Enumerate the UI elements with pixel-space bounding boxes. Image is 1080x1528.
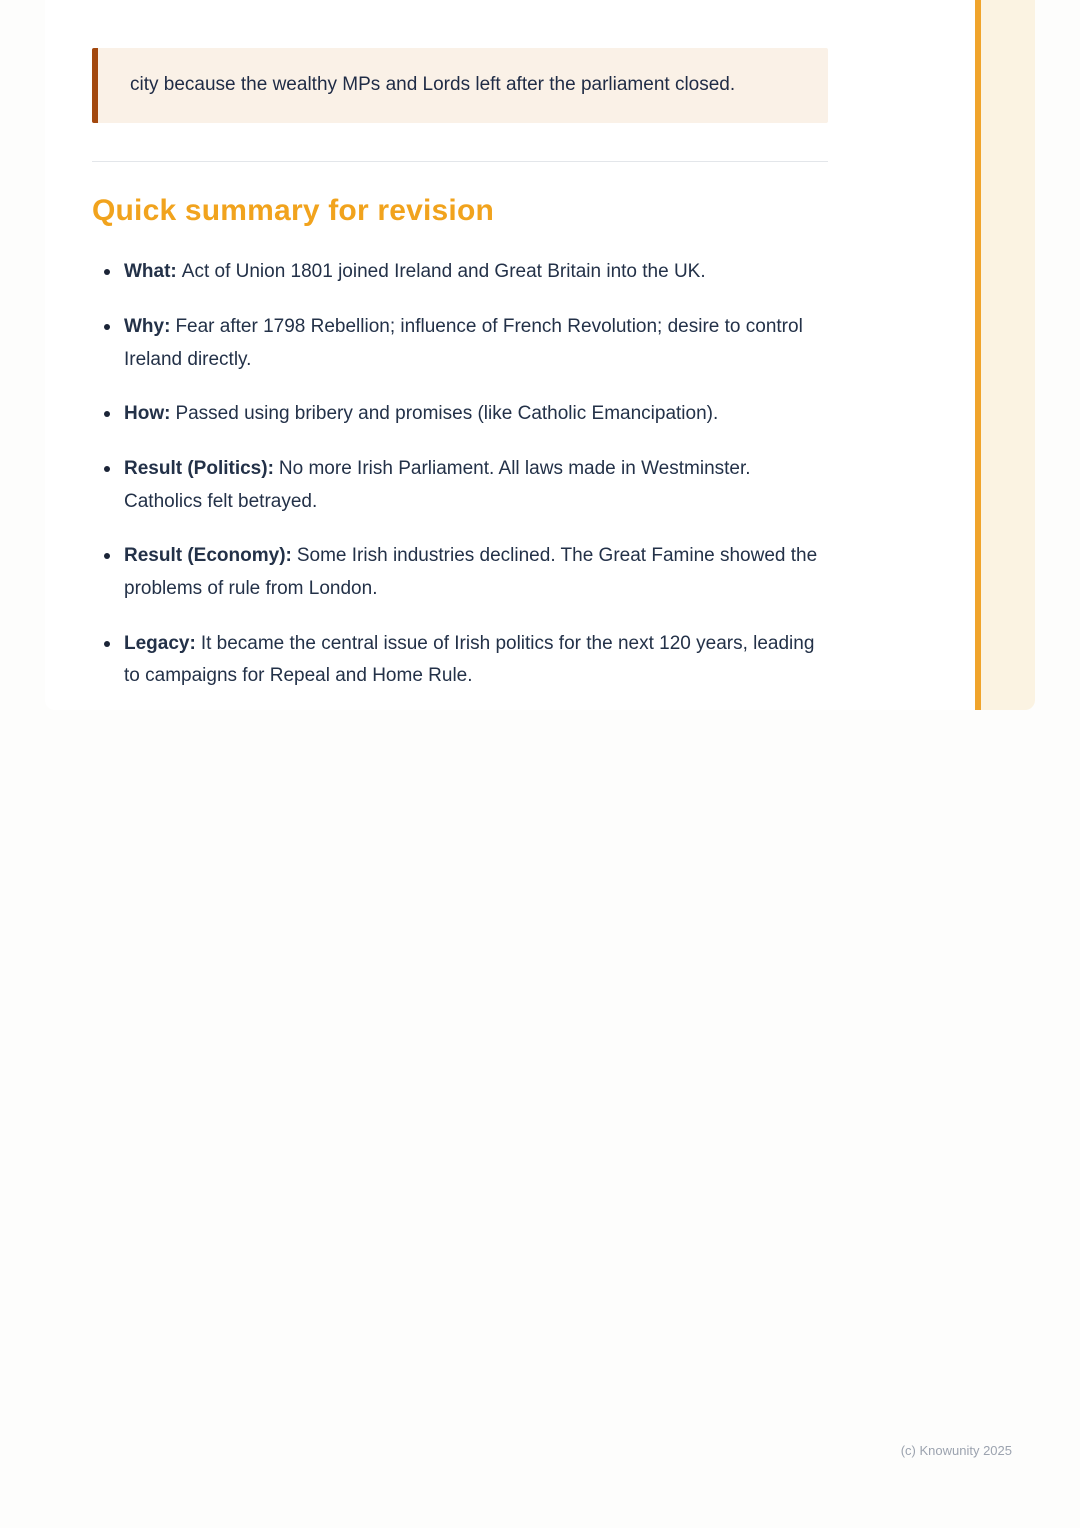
- item-text: Act of Union 1801 joined Ireland and Great Britain into the UK.: [181, 261, 706, 283]
- list-item: [92, 453, 828, 518]
- item-text: Some Irish industries declined. The Great Famine showed the problems of rule from London.: [124, 545, 818, 599]
- page-margin-strip: [981, 0, 1035, 710]
- item-text: Fear after 1798 Rebellion; influence of French Revolution; desire to control Ireland directly.: [124, 315, 803, 370]
- list-item: [92, 398, 828, 431]
- item-label: Result (Politics):: [124, 457, 274, 479]
- list-item: [92, 628, 828, 693]
- main-column: [92, 0, 828, 715]
- summary-list: [92, 256, 828, 693]
- item-text: Passed using bribery and promises (like Catholic Emancipation).: [175, 403, 719, 425]
- item-text: It became the central issue of Irish politics for the next 120 years, leading to campaigns for Repeal and Home Rule.: [124, 632, 815, 687]
- footer-copyright: (c) Knowunity 2025: [900, 1443, 1012, 1458]
- item-label: How:: [124, 403, 171, 425]
- section-heading: Quick summary for revision: [92, 194, 495, 228]
- callout-note: [92, 48, 828, 123]
- item-label: Result (Economy):: [124, 545, 292, 567]
- section-divider: [92, 161, 828, 162]
- item-text: No more Irish Parliament. All laws made in Westminster. Catholics felt betrayed.: [124, 457, 751, 512]
- item-label: What:: [124, 261, 177, 283]
- list-item: [92, 311, 828, 376]
- item-label: Legacy:: [124, 632, 196, 654]
- list-item: [92, 540, 828, 605]
- content-area: [45, 0, 1035, 710]
- callout-text: city because the wealthy MPs and Lords left after the parliament closed.: [130, 74, 736, 95]
- item-label: Why:: [124, 315, 171, 337]
- list-item: [92, 256, 828, 289]
